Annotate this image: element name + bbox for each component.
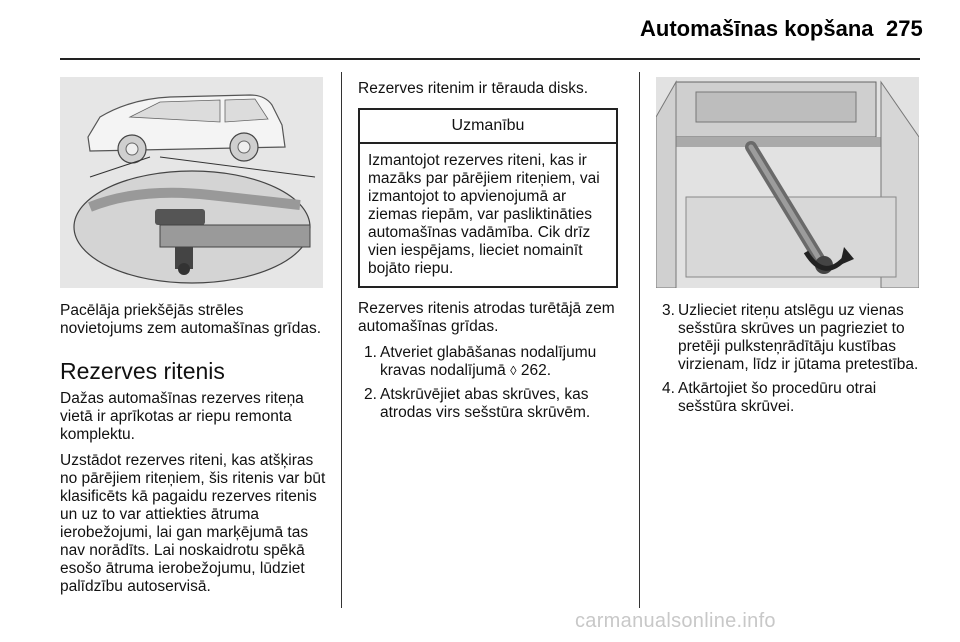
caution-text: Izmantojot rezerves riteni, kas ir mazāks par pārējiem riteņiem, vai izmantojot to apvienojumā ar ziemas riepām, var pasliktināties automašīnas vadāmība. Cik drīz vien iespējams, lieciet nomainīt bojāto riepu. xyxy=(368,152,600,277)
page-header-title: Automašīnas kopšana xyxy=(640,16,874,41)
column-divider-left xyxy=(341,72,342,608)
steps-list-right xyxy=(656,302,922,416)
column-divider-right xyxy=(639,72,640,608)
caution-title: Uzmanību xyxy=(360,110,616,144)
page-reference: 262. xyxy=(520,362,552,379)
wheel-wrench-illustration xyxy=(656,77,919,288)
watermark: carmanualsonline.info xyxy=(575,610,776,632)
page-number: 275 xyxy=(886,16,923,41)
header-rule xyxy=(60,58,920,60)
list-item xyxy=(656,302,922,374)
list-item xyxy=(656,380,922,416)
paragraph-repair-kit: Dažas automašīnas rezerves riteņa vietā ir aprīkotas ar riepu remonta komplektu. xyxy=(60,390,304,443)
step-text: Atveriet glabāšanas nodalījumu kravas nodalījumā xyxy=(380,344,597,379)
step-number: 1. xyxy=(364,344,377,361)
steel-rim-note: Rezerves ritenim ir tērauda disks. xyxy=(358,80,588,97)
figure-caption: Pacēlāja priekšējās strēles novietojums zem automašīnas grīdas. xyxy=(60,302,322,337)
step-number: 2. xyxy=(364,386,377,403)
wheel-wrench-drawing xyxy=(656,77,919,288)
jack-position-drawing xyxy=(60,77,323,288)
step-text: Uzlieciet riteņu atslēgu uz vienas sešstūra skrūves un pagrieziet to pretēji pulksteņrādītāju kustības virzienam, līdz ir jūtama pretestība. xyxy=(678,302,919,373)
section-title: Rezerves ritenis xyxy=(60,358,225,384)
spare-location-text: Rezerves ritenis atrodas turētājā zem automašīnas grīdas. xyxy=(358,300,615,335)
middle-column xyxy=(358,80,628,428)
page-reference-icon: ◊ xyxy=(510,363,517,378)
steps-list-middle xyxy=(358,344,628,422)
jack-position-illustration xyxy=(60,77,323,288)
list-item xyxy=(358,386,628,422)
step-text: Atskrūvējiet abas skrūves, kas atrodas virs sešstūra skrūvēm. xyxy=(380,386,591,421)
step-number: 3. xyxy=(662,302,675,319)
left-column xyxy=(60,302,328,604)
caution-box xyxy=(358,108,618,288)
right-column xyxy=(656,302,922,422)
step-text: Atkārtojiet šo procedūru otrai sešstūra skrūvei. xyxy=(678,380,877,415)
paragraph-temporary-spare: Uzstādot rezerves riteni, kas atšķiras no pārējiem riteņiem, šis ritenis var būt klasificēts kā pagaidu rezerves ritenis un uz to var attiekties ātruma ierobežojumi, lai gan marķējumā tas nav norādīts. Lai noskaidrotu spēkā esošo ātruma ierobežojumu, lūdziet palīdzību autoservisā. xyxy=(60,452,326,595)
list-item xyxy=(358,344,628,380)
step-number: 4. xyxy=(662,380,675,397)
